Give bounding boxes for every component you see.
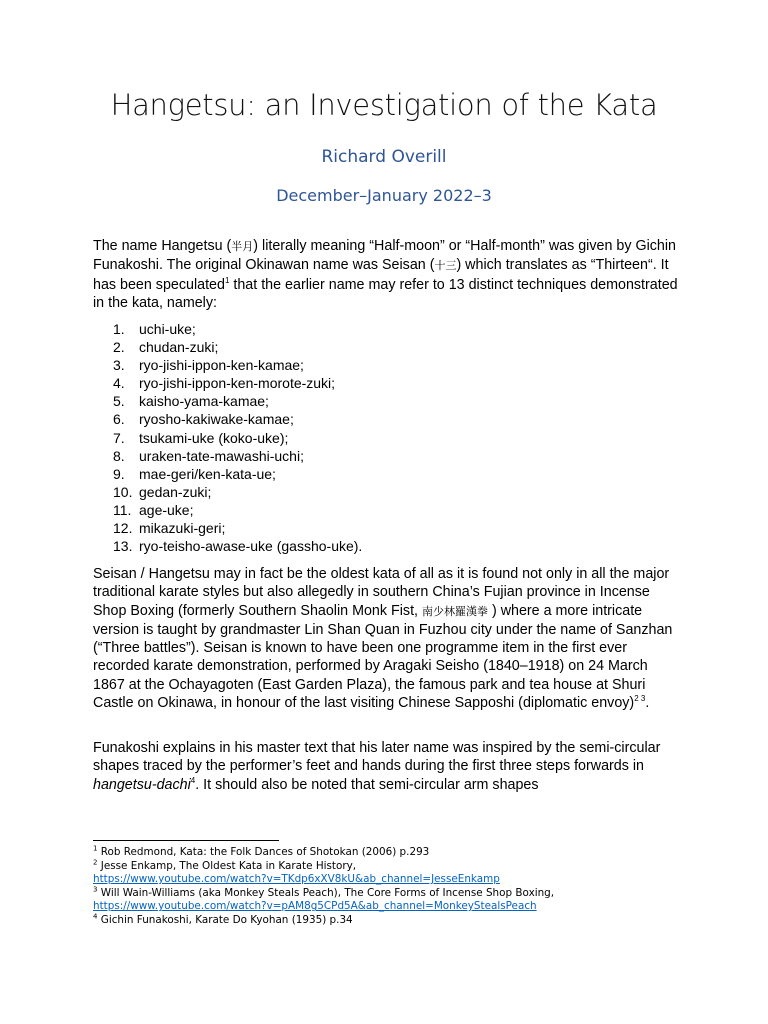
author-name: Richard Overill	[321, 147, 447, 167]
text-run: ) literally meaning “Half-moon” or “Half-month” was given by Gichin Funakoshi. The original Okinawan name was Seisan (	[93, 238, 676, 274]
list-item-text: ryosho-kakiwake-kamae;	[139, 411, 294, 428]
list-item-number: 8.	[113, 447, 125, 464]
footnote	[93, 860, 693, 887]
footnote-text: Will Wain-Williams (aka Monkey Steals Peach), The Core Forms of Incense Shop Boxing,	[97, 886, 555, 899]
footnote-number: 1	[93, 844, 98, 853]
footnote-number: 4	[93, 912, 98, 921]
footnote-text: Gichin Funakoshi, Karate Do Kyohan (1935) p.34	[97, 913, 353, 926]
list-item-number: 6.	[113, 411, 125, 428]
list-item	[93, 465, 653, 483]
list-item-number: 4.	[113, 375, 125, 392]
list-item-number: 2.	[113, 339, 125, 356]
list-item	[93, 447, 653, 465]
list-item-text: gedan-zuki;	[139, 483, 212, 500]
kanji-incense-shop-boxing: 南少林羅漢拳	[421, 604, 488, 618]
footnotes-section	[93, 846, 693, 928]
text-run: Funakoshi explains in his master text that his later name was inspired by the semi-circular shapes traced by the performer’s feet and hands during the first three steps forwards in	[93, 740, 661, 775]
footnote-ref-3[interactable]: 3	[640, 694, 646, 704]
list-item	[93, 410, 653, 428]
list-item-number: 10.	[113, 483, 133, 500]
intro-paragraph	[93, 237, 683, 312]
footnote-ref-4[interactable]: 4	[190, 775, 196, 785]
list-item-text: mae-geri/ken-kata-ue;	[139, 465, 276, 482]
footnote-ref-2[interactable]: 2	[634, 694, 639, 704]
footnote-number: 3	[93, 885, 98, 894]
footnote-text: Rob Redmond, Kata: the Folk Dances of Shotokan (2006) p.293	[97, 846, 430, 858]
kanji-hangetsu: 半月	[231, 240, 254, 253]
text-run: The name Hangetsu (	[93, 238, 232, 254]
list-item-text: ryo-jishi-ippon-ken-morote-zuki;	[139, 375, 336, 392]
list-item-text: ryo-jishi-ippon-ken-kamae;	[139, 357, 304, 374]
text-run: that the earlier name may refer to 13 distinct techniques demonstrated in the kata, namely:	[93, 276, 678, 311]
list-item-number: 13.	[113, 538, 133, 555]
text-run: .	[645, 695, 650, 712]
list-item-number: 9.	[113, 465, 125, 482]
list-item-text: chudan-zuki;	[139, 339, 219, 356]
list-item-text: tsukami-uke (koko-uke);	[139, 429, 289, 446]
list-item-text: uraken-tate-mawashi-uchi;	[139, 447, 304, 464]
footnote	[93, 846, 693, 860]
text-run: ) which translates as “Thirteen“. It has been speculated	[93, 257, 669, 293]
text-run: Seisan / Hangetsu may in fact be the oldest kata of all as it is found not only in all the major traditional karate styles but also allegedly in southern China’s Fujian province in Incense Shop Boxing (formerly Southern Shaolin Monk Fist,	[93, 566, 670, 619]
footnote-ref-1[interactable]: 1	[224, 275, 230, 285]
footnote-link[interactable]: https://www.youtube.com/watch?v=pAM8g5CPd5A&ab_channel=MonkeyStealsPeach	[93, 900, 537, 913]
list-item	[93, 429, 653, 447]
document-title: Hangetsu: an Investigation of the Kata	[110, 88, 658, 122]
text-run: ) where a more intricate version is taught by grandmaster Lin Shan Quan in Fuzhou city under the name of Sanzhan (“Three battles”). Seisan is known to have been one programme item in the first ever recorded karate demonstration, performed by Aragaki Seisho (1840–1918) on 24 March 1867 at the Ochayagoten (East Garden Plaza), the famous park and tea house at Shuri Castle on Okinawa, in honour of the last visiting Chinese Sapposhi (diplomatic envoy)	[93, 602, 673, 712]
list-item-text: uchi-uke;	[139, 321, 196, 337]
list-item-number: 1.	[113, 321, 125, 337]
list-item-number: 12.	[113, 520, 133, 537]
list-item	[93, 537, 653, 555]
list-item-text: age-uke;	[139, 501, 194, 518]
kanji-seisan: 十三	[434, 259, 457, 273]
footnote	[93, 914, 693, 928]
text-run: . It should also be noted that semi-circular arm shapes	[195, 776, 539, 793]
list-item-number: 3.	[113, 357, 125, 374]
list-item	[93, 483, 653, 501]
history-paragraph	[93, 565, 683, 712]
list-item-text: kaisho-yama-kamae;	[139, 393, 269, 410]
list-item	[93, 320, 653, 338]
list-item-number: 11.	[113, 501, 132, 518]
footnote-number: 2	[93, 858, 98, 867]
footnote-separator	[93, 840, 279, 841]
list-item	[93, 501, 653, 519]
list-item-text: ryo-teisho-awase-uke (gassho-uke).	[139, 538, 363, 555]
list-item-number: 7.	[113, 429, 125, 446]
list-item	[93, 374, 653, 392]
funakoshi-paragraph	[93, 739, 683, 794]
list-item	[93, 338, 653, 356]
footnote	[93, 887, 693, 914]
list-item	[93, 356, 653, 374]
document-date: December–January 2022–3	[276, 186, 492, 205]
list-item-number: 5.	[113, 393, 125, 410]
footnote-text: Jesse Enkamp, The Oldest Kata in Karate History,	[97, 859, 357, 872]
list-item	[93, 392, 653, 410]
footnote-link[interactable]: https://www.youtube.com/watch?v=TKdp6xXV8kU&ab_channel=JesseEnkamp	[93, 873, 500, 886]
techniques-list	[93, 320, 653, 555]
italic-term: hangetsu-dachi	[93, 776, 191, 793]
list-item-text: mikazuki-geri;	[139, 520, 226, 537]
list-item	[93, 519, 653, 537]
